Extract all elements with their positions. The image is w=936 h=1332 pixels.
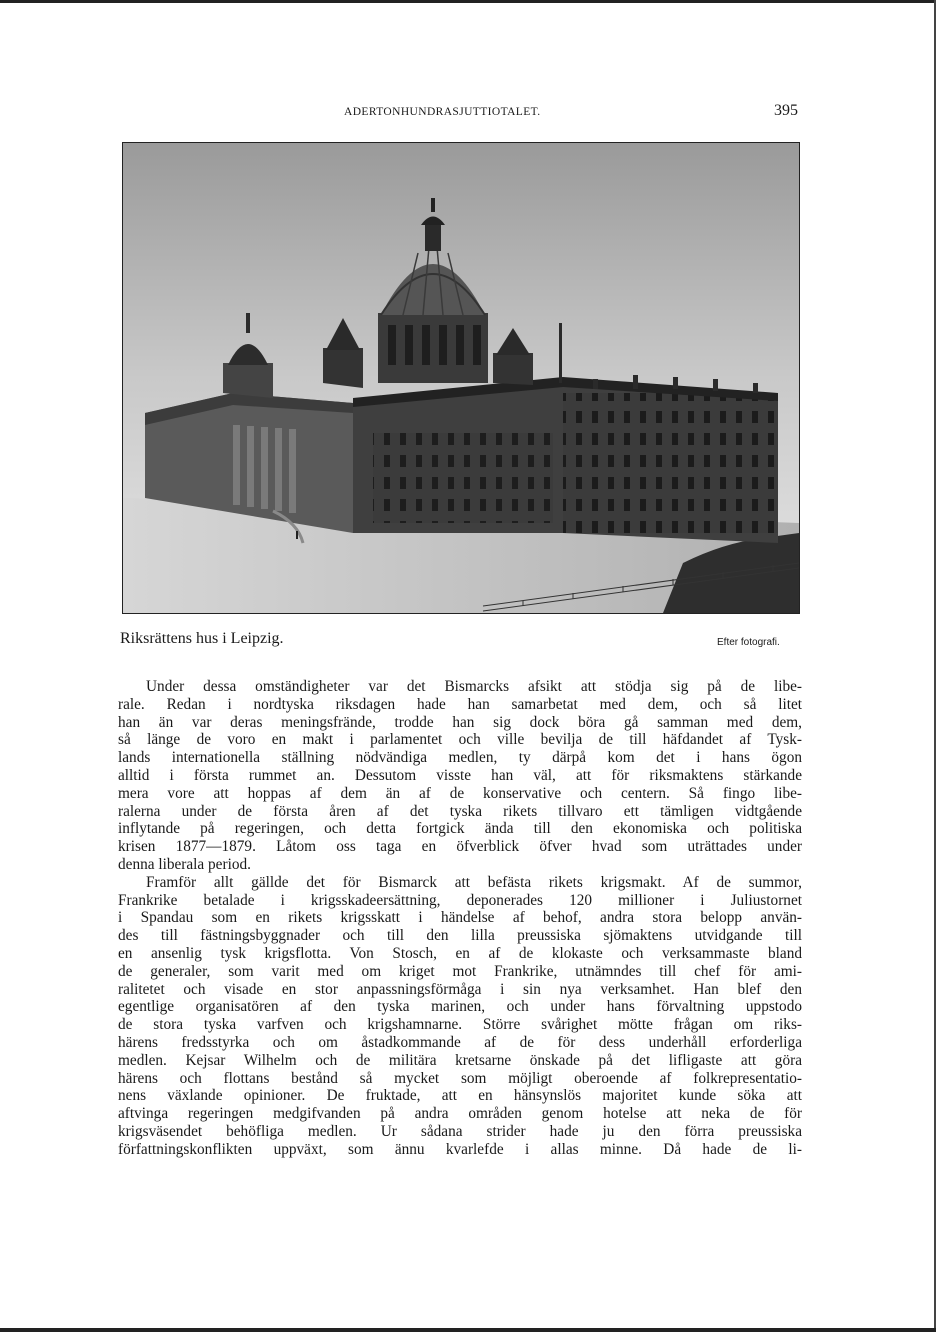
- text-line: ralitetet och visade en stor anpassningsförmåga i sin nya verksamhet. Han blef den: [118, 980, 802, 998]
- scan-edge-bottom: [0, 1328, 936, 1332]
- text-line: ralerna under de första åren af det tyska rikets tillvaro ett tämligen vidtgående: [118, 802, 802, 820]
- page-number: 395: [774, 102, 798, 119]
- paragraph: [118, 678, 802, 874]
- text-line: Under dessa omständigheter var det Bismarcks afsikt att stödja sig på de libe-: [146, 678, 802, 695]
- text-line: Framför allt gällde det för Bismarck att befästa rikets krigsmakt. Af de summor,: [146, 873, 802, 891]
- text-line: egentlige organisatören af den tyska marinen, och under hans förvaltning uppstodo: [118, 998, 802, 1016]
- scan-edge-top: [0, 0, 936, 3]
- text-line: krisen 1877—1879. Låtom oss taga en öfverblick öfver hvad som uträttades under: [118, 838, 802, 856]
- text-line: nens växlande opinioner. De fruktade, att en hänsynslös majoritet kunde söka att: [118, 1087, 802, 1105]
- text-line: de generaler, som varit med om kriget mot Frankrike, utnämndes till chef för ami-: [118, 962, 802, 980]
- text-line: författningskonflikten uppväxt, som ännu kvarlefde i allas minne. Då hade de li-: [118, 1140, 802, 1158]
- building-photograph: [122, 142, 800, 614]
- text-line: en ansenlig tysk krigsflotta. Von Stosch, en af de klokaste och verksammaste bland: [118, 944, 802, 962]
- text-line: medlen. Kejsar Wilhelm och de militära kretsarne önskade på det lifligaste att göra: [118, 1051, 802, 1069]
- text-line: lands internationella ställning nödvändiga medlen, ty därpå kom det i hans ögon: [118, 749, 802, 767]
- text-line: alltid i första rummet an. Dessutom visste han väl, att för riksmaktens stärkande: [118, 766, 802, 784]
- text-line: de stora tyska varfven och krigshamnarne. Större svårighet mötte frågan om riks-: [118, 1016, 802, 1034]
- text-line: han än var deras meningsfrände, trodde han sig dock böra gå samman med dem,: [118, 713, 802, 731]
- text-line: mera vore att hoppas af dem än af de konservative och centern. Så fingo libe-: [118, 784, 802, 802]
- text-line: Frankrike betalade i krigsskadeersättning, deponerades 120 millioner i Juliustornet: [118, 891, 802, 909]
- text-line: aftvinga regeringen medgifvanden på andra områden genom hotelse att neka de för: [118, 1105, 802, 1123]
- text-line: härens fredsstyrka och om åstadkommande af de för dess underhåll erforderliga: [118, 1033, 802, 1051]
- text-line: rale. Redan i nordtyska riksdagen hade han samarbetat med dem, och så litet: [118, 695, 802, 713]
- text-line: des till fästningsbyggnader och till den lilla preussiska sjömaktens utvidgande till: [118, 927, 802, 945]
- text-line: denna liberala period.: [118, 855, 251, 873]
- figure-credit: Efter fotografi.: [717, 637, 780, 648]
- text-line: i Spandau som en rikets krigsskatt i händelse af behof, andra stora belopp använ-: [118, 909, 802, 927]
- text-line: så länge de voro en makt i parlamentet och ville bevilja de till häfdandet af Tysk-: [118, 731, 802, 749]
- body-text: [118, 678, 802, 1159]
- text-line: inflytande på regeringen, och detta fortgick ända till den ekonomiska och politiska: [118, 820, 802, 838]
- paragraph: [118, 874, 802, 1159]
- figure-caption: Riksrättens hus i Leipzig.: [120, 630, 284, 647]
- text-line: härens och flottans bestånd så mycket som möjligt oberoende af folkrepresentatio-: [118, 1069, 802, 1087]
- running-head: ADERTONHUNDRASJUTTIOTALET.: [344, 106, 541, 118]
- text-line: krigsväsendet behöfliga medlen. Ur sådana strider hade ju den förra preussiska: [118, 1122, 802, 1140]
